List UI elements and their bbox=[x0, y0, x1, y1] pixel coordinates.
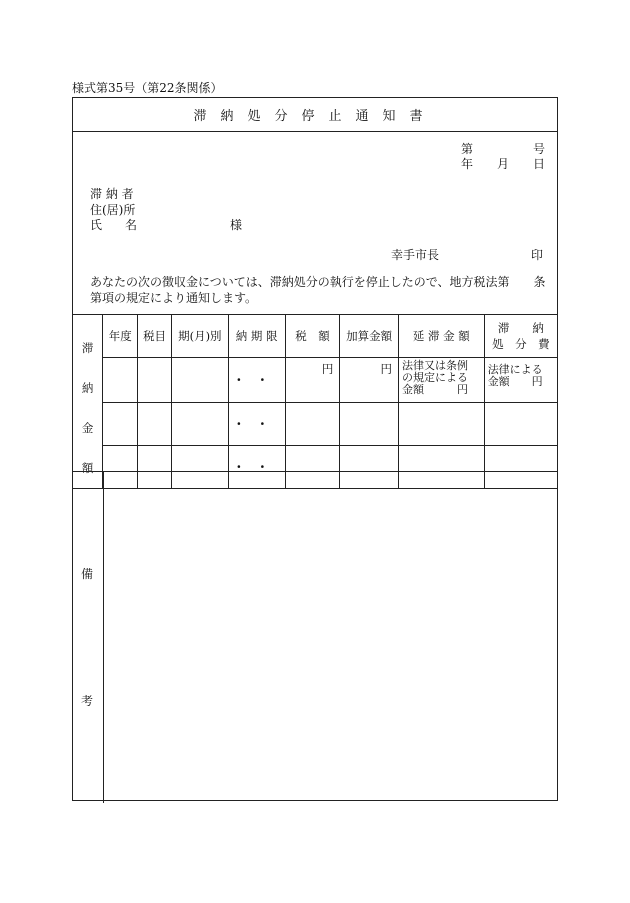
side-char-1: 滞 bbox=[81, 341, 94, 355]
header-tax-item: 税目 bbox=[138, 315, 172, 358]
notice-form bbox=[72, 97, 558, 801]
header-year: 年度 bbox=[103, 315, 138, 358]
row1-tax-yen: 円 bbox=[285, 357, 340, 402]
remarks-section bbox=[73, 471, 557, 803]
row1-cost-line2: 金額 円 bbox=[487, 374, 543, 388]
doc-number-dai: 第 bbox=[461, 142, 474, 156]
issuer-title: 幸手市長 bbox=[391, 248, 440, 262]
remarks-label bbox=[73, 472, 104, 803]
row1-cost bbox=[484, 357, 557, 402]
arrears-side-label bbox=[73, 315, 103, 489]
recipient-address-label: 住(居)所 bbox=[90, 203, 136, 217]
form-number-label: 様式第35号（第22条関係） bbox=[72, 81, 223, 95]
row2-period bbox=[171, 403, 228, 446]
header-cost-line2: 処 分 費 bbox=[492, 336, 550, 351]
recipient-taino-label: 滞 納 者 bbox=[90, 187, 134, 201]
row3-due: ・・ bbox=[228, 446, 285, 489]
header-cost-line1: 滞 納 bbox=[497, 320, 544, 335]
recipient-name-shi: 氏 bbox=[90, 218, 103, 232]
row1-cost-line1: 法律による bbox=[487, 362, 543, 376]
row2-tax bbox=[285, 403, 340, 446]
arrears-table bbox=[73, 314, 557, 489]
header-tax-amount: 税 額 bbox=[285, 315, 340, 358]
row1-delay-line3: 金額 円 bbox=[401, 382, 468, 396]
side-char-4: 額 bbox=[81, 461, 94, 475]
header-period: 期(月)別 bbox=[171, 315, 228, 358]
row2-add bbox=[340, 403, 399, 446]
recipient-name-mei: 名 bbox=[125, 218, 138, 232]
doc-number-go: 号 bbox=[533, 142, 546, 156]
row2-cost bbox=[484, 403, 557, 446]
row1-year bbox=[103, 357, 138, 402]
issuer-seal: 印 bbox=[531, 248, 544, 262]
date-day: 日 bbox=[533, 157, 546, 171]
notice-text: あなたの次の徴収金については、滞納処分の執行を停止したので、地方税法第 条第項の規定により通知します。 bbox=[90, 275, 546, 305]
row1-delay-line1: 法律又は条例 bbox=[401, 358, 468, 372]
row2-year bbox=[103, 403, 138, 446]
remarks-label-2: 考 bbox=[81, 694, 94, 708]
row1-delay-line2: の規定による bbox=[401, 370, 468, 384]
header-additional: 加算金額 bbox=[340, 315, 399, 358]
row2-due: ・・ bbox=[228, 403, 285, 446]
recipient-sama: 様 bbox=[230, 218, 243, 232]
date-year: 年 bbox=[461, 157, 474, 171]
row1-tax-item bbox=[138, 357, 172, 402]
remarks-label-1: 備 bbox=[81, 567, 94, 581]
side-char-3: 金 bbox=[81, 421, 94, 435]
row1-add-yen: 円 bbox=[340, 357, 399, 402]
row2-tax-item bbox=[138, 403, 172, 446]
row2-delay bbox=[398, 403, 484, 446]
header-due-date: 納 期 限 bbox=[228, 315, 285, 358]
form-title: 滞納処分停止通知書 bbox=[73, 98, 557, 132]
row1-period bbox=[171, 357, 228, 402]
date-month: 月 bbox=[497, 157, 510, 171]
row1-delay bbox=[398, 357, 484, 402]
header-disposal-cost bbox=[484, 315, 557, 358]
header-delay-fee: 延 滞 金 額 bbox=[398, 315, 484, 358]
row1-due: ・・ bbox=[228, 357, 285, 402]
side-char-2: 納 bbox=[81, 381, 94, 395]
